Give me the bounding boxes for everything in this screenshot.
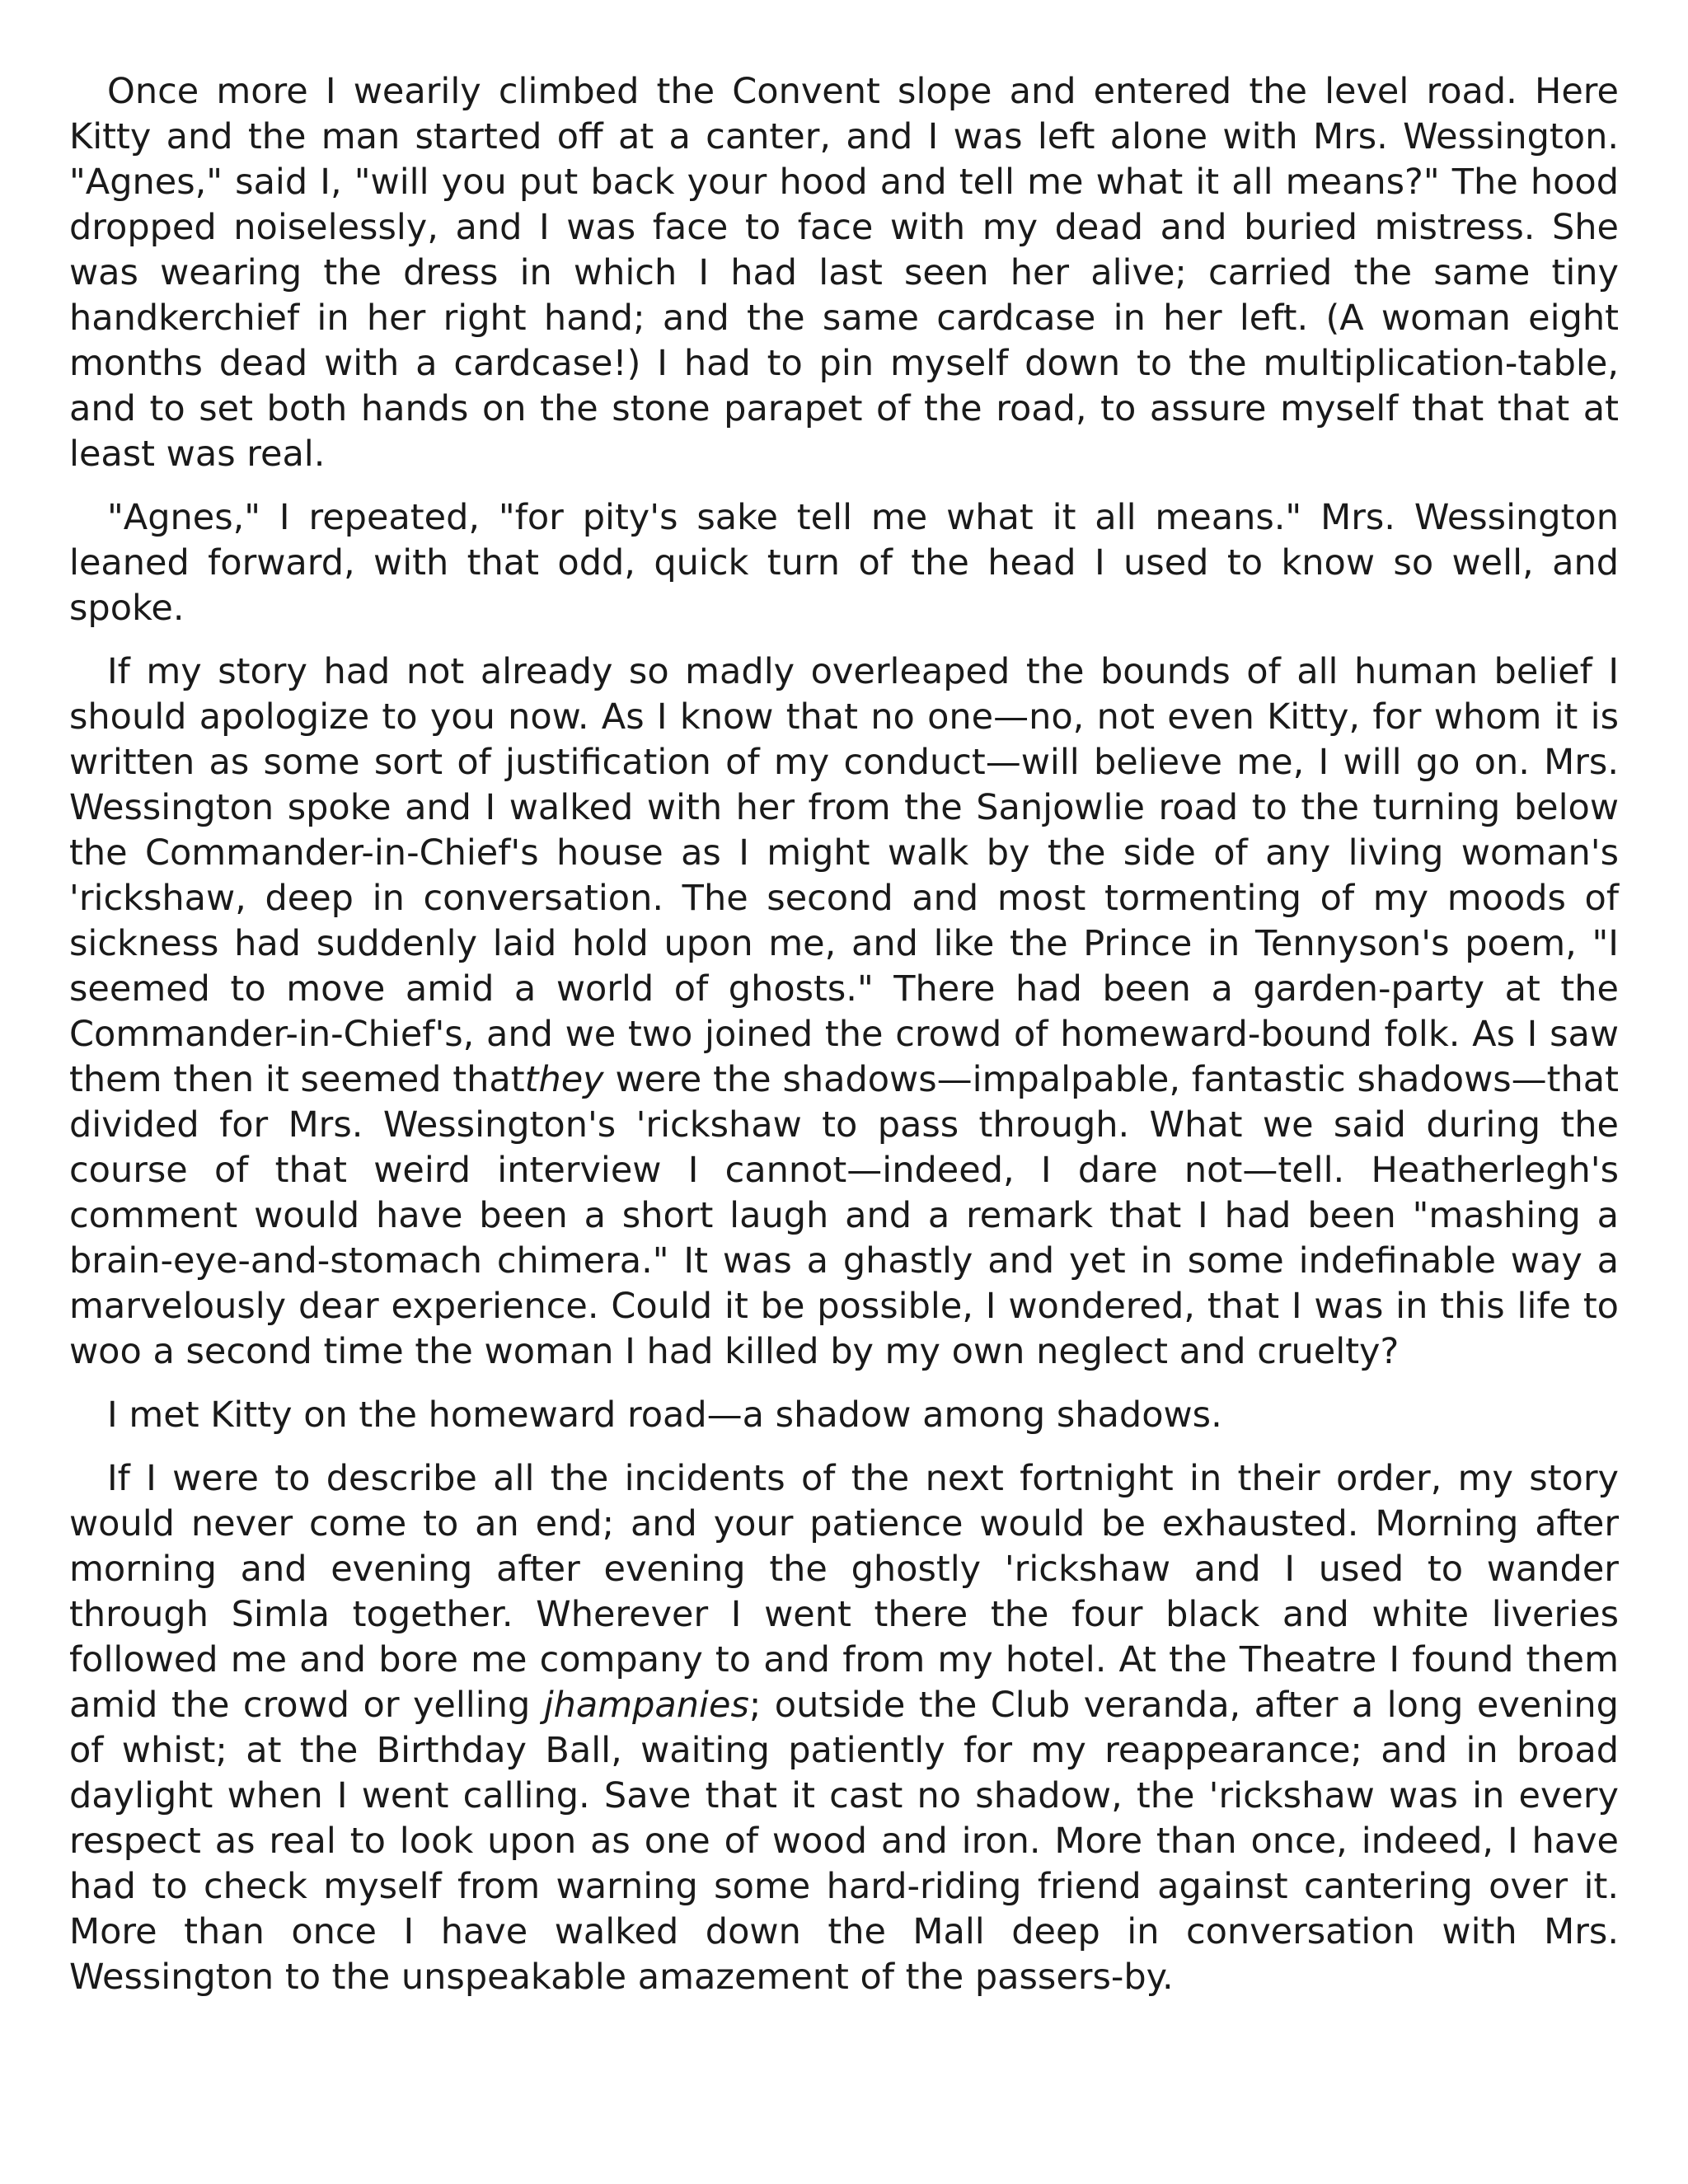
paragraph-3-italic-they: they	[524, 1059, 604, 1100]
paragraph-1-text: Once more I wearily climbed the Convent slope and entered the level road. Here Kitty and the man started off at a canter, and I was left alone with Mrs. Wessington. "Agnes," said I, "will you put back your hood and tell me what it all means?" The hood dropped noiselessly, and I was face to face with my dead and buried mistress. She was wearing the dress in which I had last seen her alive; carried the same tiny handkerchief in her right hand; and the same cardcase in her left. (A woman eight months dead with a cardcase!) I had to pin myself down to the multiplication-table, and to set both hands on the stone parapet of the road, to assure myself that that at least was real.	[69, 71, 1619, 475]
paragraph-5-text-b: ; outside the Club veranda, after a long evening of whist; at the Birthday Ball, waiting patiently for my reappearance; and in broad daylight when I went calling. Save that it cast no shadow, the 'rickshaw was in every respect as real to look upon as one of wood and iron. More than once, indeed, I have had to check myself from warning some hard-riding friend against cantering over it. More than once I have walked down the Mall deep in conversation with Mrs. Wessington to the unspeakable amazement of the passers-by.	[69, 1685, 1619, 1998]
paragraph-3-text-a: If my story had not already so madly overleaped the bounds of all human belief I should apologize to you now. As I know that no one—no, not even Kitty, for whom it is written as some sort of justification of my conduct—will believe me, I will go on. Mrs. Wessington spoke and I walked with her from the Sanjowlie road to the turning below the Commander-in-Chief's house as I might walk by the side of any living woman's 'rickshaw, deep in conversation. The second and most tormenting of my moods of sickness had suddenly laid hold upon me, and like the Prince in Tennyson's poem, "I seemed to move amid a world of ghosts." There had been a garden-party at the Commander-in-Chief's, and we two joined the crowd of homeward-bound folk. As I saw them then it seemed that	[69, 651, 1619, 1100]
paragraph-2-text: "Agnes," I repeated, "for pity's sake tell me what it all means." Mrs. Wessington leaned forward, with that odd, quick turn of the head I used to know so well, and spoke.	[69, 497, 1619, 629]
paragraph-4-text: I met Kitty on the homeward road—a shadow among shadows.	[107, 1394, 1222, 1436]
paragraph-2	[69, 495, 1619, 631]
paragraph-3-text-b: were the shadows—impalpable, fantastic shadows—that divided for Mrs. Wessington's 'rickshaw to pass through. What we said during the course of that weird interview I cannot—indeed, I dare not—tell. Heatherlegh's comment would have been a short laugh and a remark that I had been "mashing a brain-eye-and-stomach chimera." It was a ghastly and yet in some indefinable way a marvelously dear experience. Could it be possible, I wondered, that I was in this life to woo a second time the woman I had killed by my own neglect and cruelty?	[69, 1059, 1619, 1372]
paragraph-1	[69, 69, 1619, 477]
paragraph-4	[69, 1393, 1619, 1438]
paragraph-5-text-a: If I were to describe all the incidents of the next fortnight in their order, my story would never come to an end; and your patience would be exhausted. Morning after morning and evening after evening the ghostly 'rickshaw and I used to wander through Simla together. Wherever I went there the four black and white liveries followed me and bore me company to and from my hotel. At the Theatre I found them amid the crowd or yelling	[69, 1458, 1619, 1726]
paragraph-5-italic-jhampanies: jhampanies	[543, 1685, 749, 1726]
paragraph-5	[69, 1456, 1619, 2000]
document-page	[69, 69, 1619, 2018]
paragraph-3	[69, 649, 1619, 1375]
